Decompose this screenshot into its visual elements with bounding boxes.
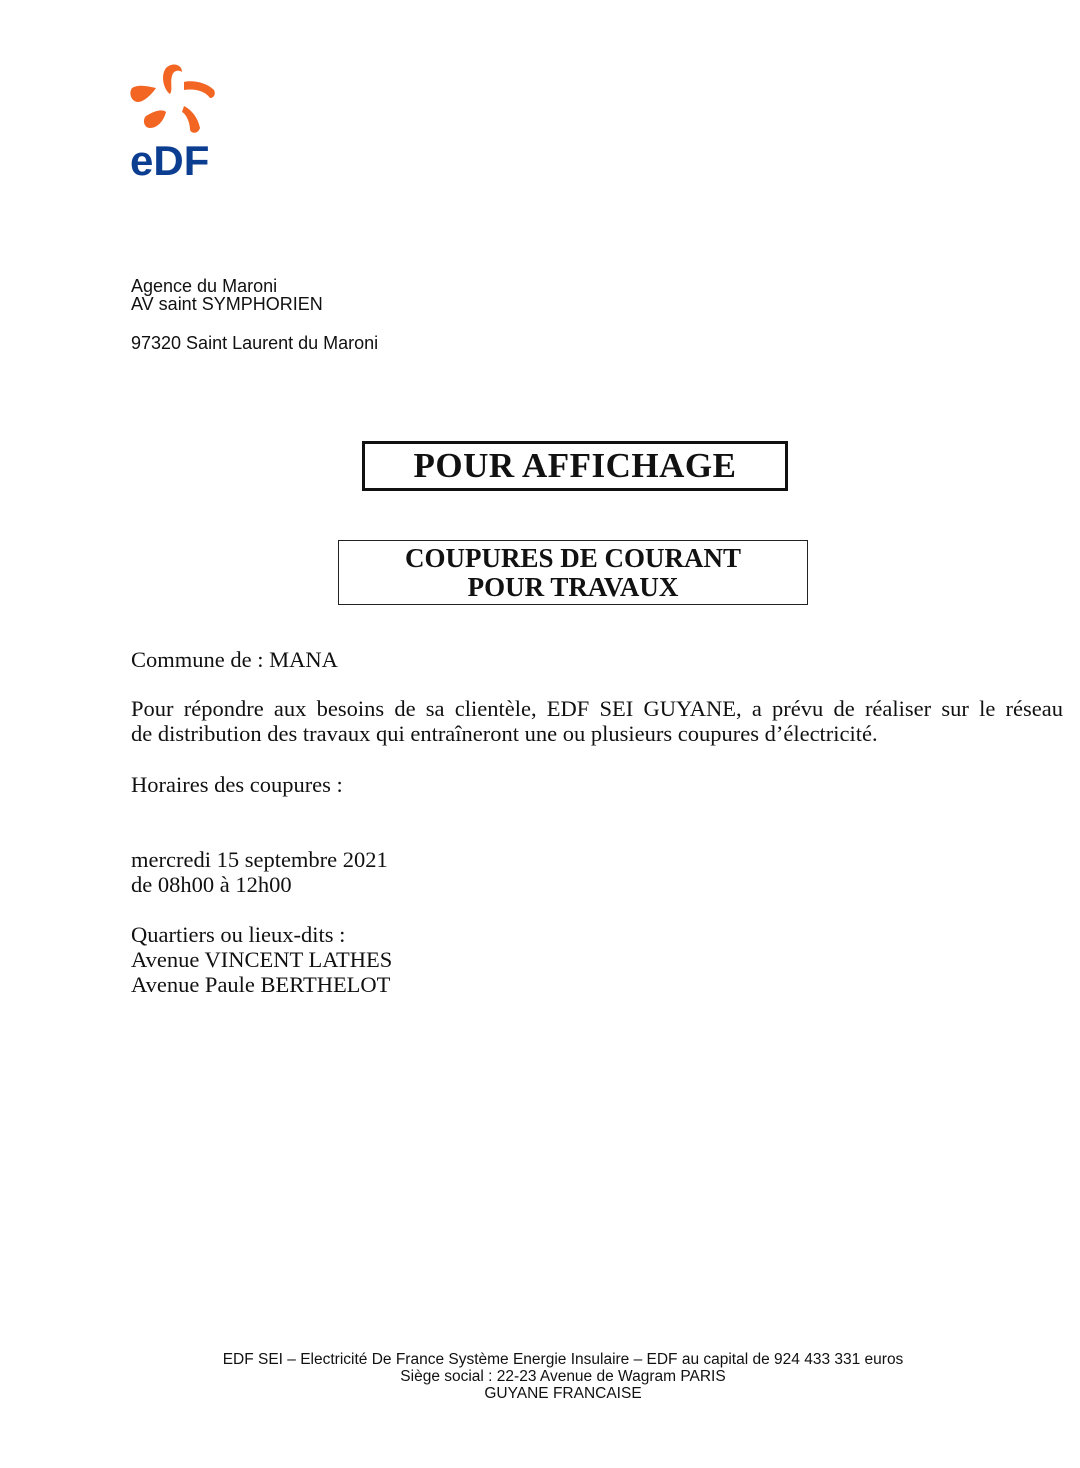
- edf-logo-icon: [126, 60, 226, 182]
- footer-line1: EDF SEI – Electricité De France Système Energie Insulaire – EDF au capital de 924 433 331 euros: [222, 1351, 904, 1368]
- agency-name: Agence du Maroni: [131, 276, 278, 296]
- footer-line3: GUYANE FRANCAISE: [484, 1385, 642, 1402]
- horaires-label: Horaires des coupures :: [131, 772, 343, 797]
- agency-postal: 97320 Saint Laurent du Maroni: [131, 333, 379, 353]
- sender-address: [131, 277, 323, 313]
- edf-logo: [126, 60, 226, 182]
- footer-line2: Siège social : 22-23 Avenue de Wagram PARIS: [400, 1368, 726, 1385]
- notice-subtitle-line1: COUPURES DE COURANT: [404, 543, 742, 573]
- intro-line1: Pour répondre aux besoins de sa clientèle, EDF SEI GUYANE, a prévu de réaliser sur le réseau: [131, 696, 1063, 721]
- location-item: Avenue Paule BERTHELOT: [131, 972, 391, 997]
- notice-subtitle-line2: POUR TRAVAUX: [467, 572, 679, 602]
- commune: Commune de : MANA: [131, 647, 338, 672]
- outage-date: mercredi 15 septembre 2021: [131, 847, 388, 872]
- outage-time: de 08h00 à 12h00: [131, 872, 292, 897]
- quartiers-label: Quartiers ou lieux-dits :: [131, 922, 346, 947]
- edf-logo-text: eDF: [130, 137, 210, 182]
- intro-paragraph: [131, 696, 1063, 746]
- agency-street: AV saint SYMPHORIEN: [131, 294, 323, 314]
- intro-line2: de distribution des travaux qui entraîneront une ou plusieurs coupures d’électricité.: [131, 721, 878, 746]
- locations-block: [131, 922, 392, 997]
- notice-title: POUR AFFICHAGE: [362, 441, 788, 491]
- notice-subtitle: [338, 540, 808, 605]
- outage-schedule: [131, 847, 388, 897]
- location-item: Avenue VINCENT LATHES: [131, 947, 393, 972]
- footer: [160, 1351, 966, 1402]
